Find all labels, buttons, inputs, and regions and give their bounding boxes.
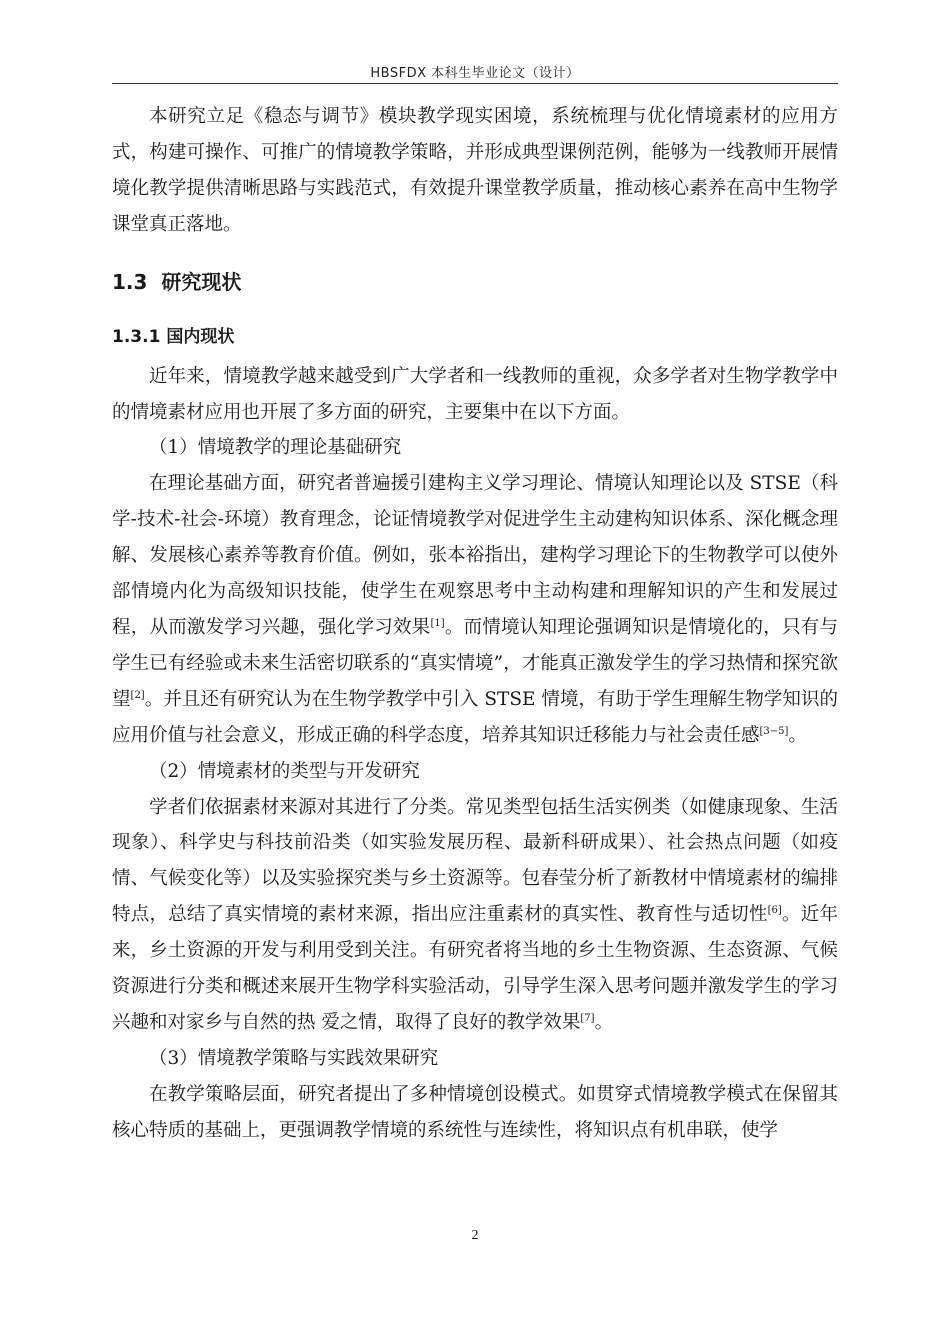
topic1-text-d: 。 [788,724,807,746]
citation-6: [6] [767,905,782,917]
page-number: 2 [471,1228,479,1243]
citation-7: [7] [580,1012,595,1024]
topic2-heading: （2）情境素材的类型与开发研究 [149,760,420,782]
topic3-heading: （3）情境教学策略与实践效果研究 [149,1047,439,1069]
section-number: 1.3 [112,269,148,294]
topic1-text-c: 。并且还有研究认为在生物学教学中引入 STSE 情境，有助于学生理解生物学知识的应用价值与社会意义，形成正确的科学态度，培养其知识迁移能力与社会责任感 [112,688,838,746]
header-rule [112,83,838,84]
section-heading [112,257,838,307]
topic1-text-b: 。而情境认知理论强调知识是情境化的，只有与学生已有经验或未来生活密切联系的“真实情境”，才能真正激发学生的学习热情和探究欲望 [112,616,838,710]
topic1-text-a: 在理论基础方面，研究者普遍援引建构主义学习理论、情境认知理论以及 STSE（科学-技术-社会-环境）教育理念，论证情境教学对促进学生主动建构知识体系、深化概念理解、发展核心素养等教育价值。例如，张本裕指出，建构学习理论下的生物教学可以使外部情境内化为高级知识技能，使学生在观察思考中主动构建和理解知识的产生和发展过程，从而激发学习兴趣，强化学习效果 [112,473,838,638]
section-title: 研究现状 [161,269,242,294]
topic2-text-b: 。近年来，乡土资源的开发与利用受到关注。有研究者将当地的乡土生物资源、生态资源、气候资源进行分类和概述来展开生物学科实验活动，引导学生深入思考问题并激发学生的学习兴趣和对家乡与自然的热 爱之情，取得了良好的教学效果 [112,904,838,1033]
subsection-title: 国内现状 [166,326,235,347]
subsection-heading [112,315,838,359]
citation-3-5: [3−5] [759,725,789,737]
topic2-paragraph [112,790,838,1041]
running-header: HBSFDX 本科生毕业论文（设计） [370,66,580,81]
topic2-text-c: 。 [594,1011,614,1033]
overview-paragraph: 近年来，情境教学越来越受到广大学者和一线教师的重视，众多学者对生物学教学中的情境素材应用也开展了多方面的研究，主要集中在以下方面。 [112,365,838,423]
topic2-text-a: 学者们依据素材来源对其进行了分类。常见类型包括生活实例类（如健康现象、生活现象）、科学史与科技前沿类（如实验发展历程、最新科研成果）、社会热点问题（如疫情、气候变化等）以及实验探究类与乡土资源等。包春莹分析了新教材中情境素材的编排特点，总结了真实情境的素材来源，指出应注重素材的真实性、教育性与适切性 [112,796,838,926]
subsection-number: 1.3.1 [112,326,161,347]
topic1-paragraph [112,466,838,753]
citation-2: [2] [130,689,145,701]
citation-1: [1] [430,617,445,629]
page-content [112,99,838,1149]
intro-paragraph: 本研究立足《稳态与调节》模块教学现实困境，系统梳理与优化情境素材的应用方式，构建可操作、可推广的情境教学策略，并形成典型课例范例，能够为一线教师开展情境化教学提供清晰思路与实践范式，有效提升课堂教学质量，推动核心素养在高中生物学课堂真正落地。 [112,106,838,235]
topic1-heading: （1）情境教学的理论基础研究 [149,437,402,459]
topic3-paragraph: 在教学策略层面，研究者提出了多种情境创设模式。如贯穿式情境教学模式在保留其核心特质的基础上，更强调教学情境的系统性与连续性，将知识点有机串联，使学 [112,1083,838,1141]
